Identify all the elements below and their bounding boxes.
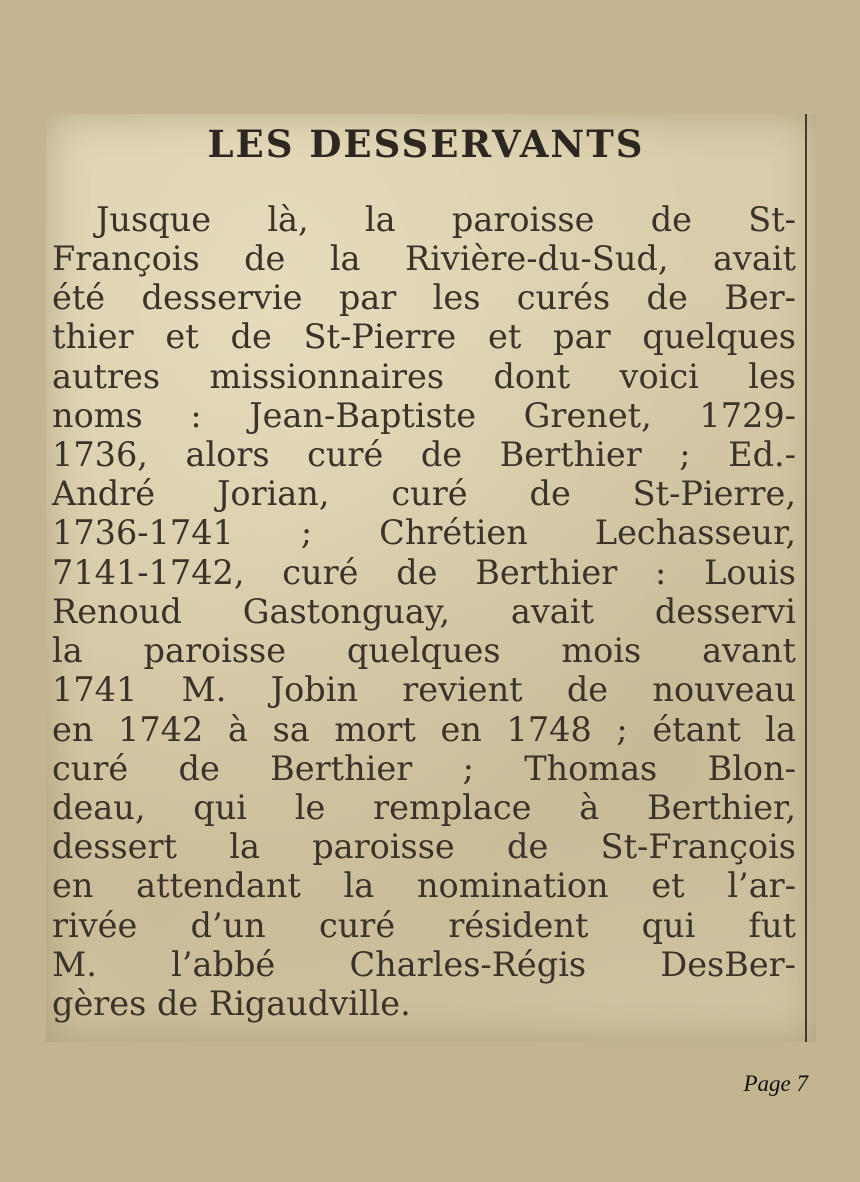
article-line: François de la Rivière-du-Sud, avait [52,239,796,278]
article-line: en 1742 à sa mort en 1748 ; étant la [52,710,796,749]
article-line: Jusque là, la paroisse de St- [96,200,796,239]
article-line: dessert la paroisse de St-François [52,827,796,866]
article-line: André Jorian, curé de St-Pierre, [52,474,796,513]
article-line: noms : Jean-Baptiste Grenet, 1729- [52,396,796,435]
article-line: autres missionnaires dont voici les [52,357,796,396]
page-number: Page 7 [743,1071,808,1096]
article-line: été desservie par les curés de Ber- [52,278,796,317]
article-heading: LES DESSERVANTS [207,122,645,166]
column-rule [805,114,807,1042]
newspaper-clipping [46,114,816,1042]
article-line: 1741 M. Jobin revient de nouveau [52,670,796,709]
article-line: gères de Rigaudville. [52,984,411,1023]
article-line: Renoud Gastonguay, avait desservi [52,592,796,631]
article-line: 7141-1742, curé de Berthier : Louis [52,553,796,592]
article-line: la paroisse quelques mois avant [52,631,796,670]
article-line: 1736-1741 ; Chrétien Lechasseur, [52,513,796,552]
article-line: M. l’abbé Charles-Régis DesBer- [52,945,796,984]
article-line: 1736, alors curé de Berthier ; Ed.- [52,435,796,474]
article-line: thier et de St-Pierre et par quelques [52,317,796,356]
article-line: rivée d’un curé résident qui fut [52,906,796,945]
article-line: deau, qui le remplace à Berthier, [52,788,796,827]
article-line: curé de Berthier ; Thomas Blon- [52,749,796,788]
article-line: en attendant la nomination et l’ar- [52,866,796,905]
